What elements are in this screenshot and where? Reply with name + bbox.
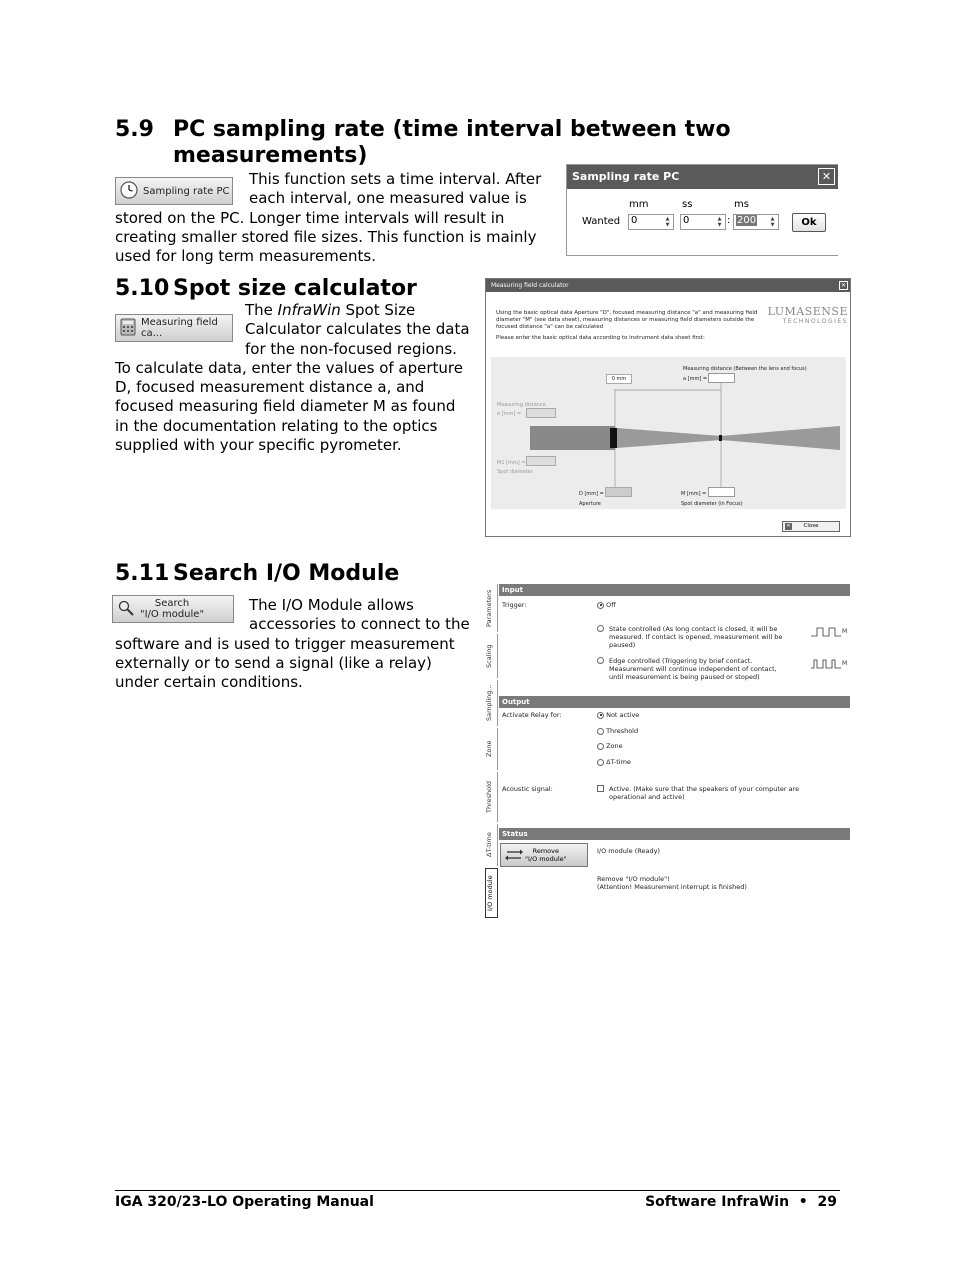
remove-io-module-button[interactable]: Remove "I/O module"	[500, 843, 588, 867]
tab-dt-time[interactable]: ΔT-time	[485, 824, 498, 866]
body-line: software and is used to trigger measurement	[115, 634, 455, 653]
relay-not-active-radio[interactable]: Not active	[597, 711, 639, 719]
status-header: Status	[499, 828, 850, 840]
tab-threshold[interactable]: Threshold	[485, 772, 498, 822]
relay-dt-radio[interactable]: ΔT-time	[597, 758, 631, 766]
section-5-11-body	[115, 596, 470, 692]
button-label: Sampling rate PC	[143, 185, 230, 197]
trigger-state-radio[interactable]: State controlled (As long contact is closed, it will be measured. If contact is opened, measurement will be paused)	[597, 625, 797, 649]
output-header: Output	[499, 696, 850, 708]
body-line: To calculate data, enter the values of aperture	[115, 358, 463, 377]
col-ss-label: ss	[682, 199, 693, 210]
ms-stepper[interactable]: 200 ▲ ▼	[733, 214, 779, 230]
input-header: Input	[499, 584, 850, 596]
close-icon[interactable]: ✕	[840, 282, 847, 289]
ok-button[interactable]: Ok	[792, 213, 826, 232]
dialog-title: Sampling rate PC	[572, 170, 680, 183]
zero-mm-box: 0 mm	[606, 374, 632, 384]
body-line: for the non-focused regions.	[245, 339, 457, 358]
body-line: each interval, one measured value is	[249, 189, 527, 208]
section-title-line2: measurements)	[173, 143, 368, 168]
dialog-titlebar	[486, 279, 850, 292]
section-number: 5.11	[115, 561, 170, 586]
spin-arrows-icon[interactable]: ▲ ▼	[770, 216, 775, 228]
tab-parameters[interactable]: Parameters	[485, 584, 498, 632]
m-label: M [mm] =	[681, 491, 707, 497]
acoustic-checkbox[interactable]: Active. (Make sure that the speakers of your computer are operational and active)	[597, 785, 827, 801]
close-icon[interactable]: ✕	[818, 168, 835, 185]
col-mm-label: mm	[629, 199, 649, 210]
footer-rule	[115, 1190, 840, 1191]
acoustic-label: Acoustic signal:	[502, 785, 553, 793]
tab-zone[interactable]: Zone	[485, 728, 498, 770]
io-module-panel	[485, 582, 850, 920]
spot-focus-label: Spot diameter (in Focus)	[681, 501, 743, 507]
tab-scaling[interactable]: Scaling	[485, 634, 498, 678]
meas-dist-focus-label: Measuring distance (Between the lens and focus)	[683, 366, 807, 372]
body-line: accessories to connect to the	[249, 615, 470, 634]
state-signal-icon	[811, 624, 849, 640]
body-line: The I/O Module allows	[249, 596, 414, 614]
intro-text: Using the basic optical data Aperture "D", focused measuring distance "a" and measuring field diameter "M" (see data sheet), measuring distances or measuring field diameters outside the focused distance "a" can be calculated Please enter the basic optical data according to instrument data sheet first:	[496, 310, 758, 341]
body-line: This function sets a time interval. After	[249, 170, 542, 188]
footer-left: IGA 320/23-LO Operating Manual	[115, 1194, 374, 1210]
svg-text:M: M	[842, 628, 848, 635]
svg-text:M: M	[842, 660, 848, 667]
trigger-edge-radio[interactable]: Edge controlled (Triggering by brief contact. Measurement will continue independent of contact, until measurement is being paused or stoped)	[597, 657, 797, 681]
dialog-title: Measuring field calculator	[491, 282, 569, 289]
body-line: under certain conditions.	[115, 673, 303, 692]
edge-signal-icon	[811, 656, 849, 672]
section-number: 5.9	[115, 117, 154, 142]
body-line: Calculator calculates the data	[245, 320, 470, 339]
section-5-11-heading	[115, 561, 475, 587]
separator: :	[727, 215, 731, 226]
footer-right: Software InfraWin • 29	[645, 1194, 837, 1210]
body-line: creating smaller stored file sizes. This function is mainly	[115, 227, 537, 246]
button-label: Search "I/O module"	[140, 598, 205, 620]
section-title: Search I/O Module	[173, 561, 400, 586]
section-number: 5.10	[115, 276, 170, 301]
body-line: D, focused measurement distance a, and	[115, 378, 425, 397]
measuring-field-calculator-dialog	[485, 278, 851, 537]
aperture-label: Aperture	[579, 501, 601, 507]
wanted-label: Wanted	[582, 216, 621, 227]
optics-diagram	[530, 383, 840, 503]
section-title-line1: PC sampling rate (time interval between two	[173, 117, 731, 142]
body-line: in the documentation relating to the optics	[115, 416, 438, 435]
d-input[interactable]	[605, 487, 632, 497]
section-5-9-body	[115, 170, 555, 266]
ss-stepper[interactable]: 0 ▲ ▼	[680, 214, 726, 230]
body-line: focused measuring field diameter M as found	[115, 397, 456, 416]
body-line: used for long term measurements.	[115, 247, 376, 266]
body-line: externally or to send a signal (like a relay)	[115, 653, 432, 672]
e-label: e [mm] =	[497, 411, 522, 417]
section-5-10-heading	[115, 276, 475, 302]
measuring-distance-label: Measuring distance	[497, 402, 546, 408]
lumasense-logo: LUMASENSE TECHNOLOGIES	[767, 305, 848, 325]
close-icon: ✕	[786, 523, 791, 529]
spin-arrows-icon[interactable]: ▲ ▼	[717, 216, 722, 228]
m-input[interactable]	[708, 487, 735, 497]
status-ready-text: I/O module (Ready)	[597, 847, 660, 855]
relay-zone-radio[interactable]: Zone	[597, 742, 623, 750]
section-5-9-heading	[115, 117, 735, 171]
section-title: Spot size calculator	[173, 276, 417, 301]
sampling-rate-dialog	[566, 164, 838, 256]
a-label: a [mm] =	[683, 376, 708, 382]
body-line: The InfraWin Spot Size	[245, 301, 416, 319]
tab-io-module[interactable]: I/O module	[485, 868, 498, 918]
d-label: D [mm] =	[579, 491, 604, 497]
remove-note: Remove "I/O module"! (Attention! Measurement interrupt is finished)	[597, 875, 747, 891]
m1-field	[526, 456, 556, 466]
spin-arrows-icon[interactable]: ▲ ▼	[665, 216, 670, 228]
col-ms-label: ms	[734, 199, 749, 210]
spot-diameter-label: Spot diameter	[497, 469, 533, 475]
relay-threshold-radio[interactable]: Threshold	[597, 727, 638, 735]
mm-stepper[interactable]: 0 ▲ ▼	[628, 214, 674, 230]
close-button[interactable]: ✕ Close	[782, 521, 840, 532]
dialog-titlebar	[567, 165, 838, 189]
a-input[interactable]	[708, 373, 735, 383]
tab-sampling[interactable]: Sampling...	[485, 680, 498, 726]
trigger-off-radio[interactable]: Off	[597, 601, 616, 609]
m1-label: M1 [mm] =	[497, 460, 526, 466]
swap-arrows-icon	[505, 849, 523, 863]
body-line: stored on the PC. Longer time intervals will result in	[115, 208, 505, 227]
relay-label: Activate Relay for:	[502, 711, 562, 719]
trigger-label: Trigger:	[502, 601, 527, 609]
body-line: supplied with your specific pyrometer.	[115, 436, 402, 455]
section-5-10-body	[115, 301, 470, 455]
button-label: Measuring field ca...	[141, 317, 218, 339]
